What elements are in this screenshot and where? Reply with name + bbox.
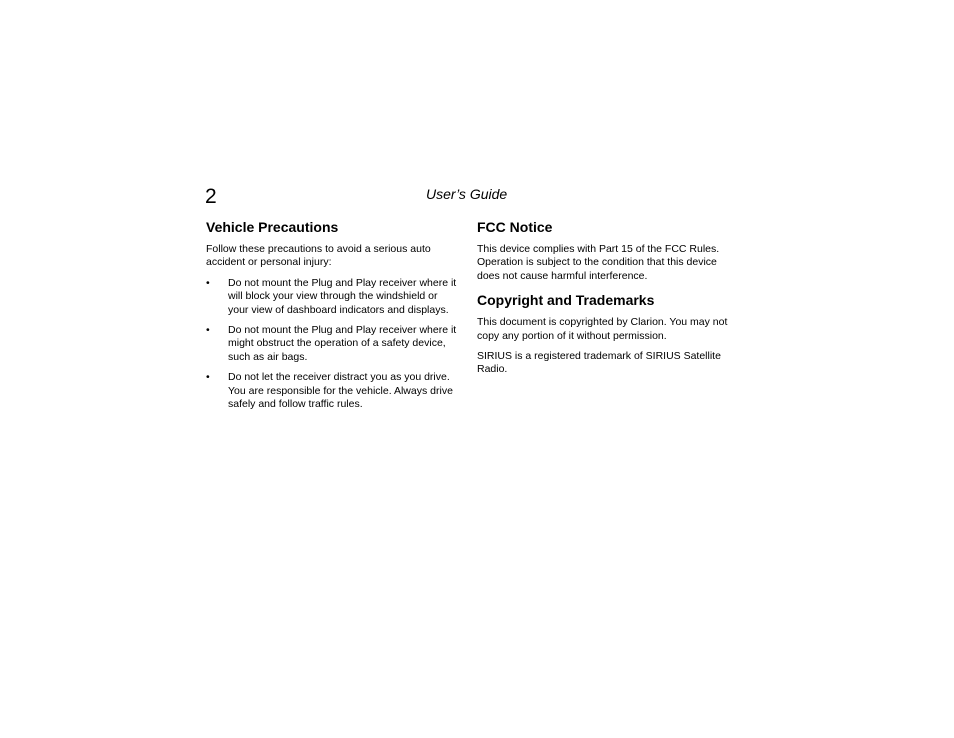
copyright-paragraph: This document is copyrighted by Clarion. You may not copy any portion of it without permission. [477,316,728,342]
fcc-notice-heading: FCC Notice [477,219,553,235]
precautions-list [206,277,458,412]
vehicle-precautions-heading: Vehicle Precautions [206,219,339,235]
list-item-text: Do not let the receiver distract you as you drive. You are responsible for the vehicle. Always drive safely and follow traffic rules. [228,371,453,411]
list-item-text: Do not mount the Plug and Play receiver where it might obstruct the operation of a safety device, such as air bags. [228,324,457,363]
running-header: User’s Guide [426,186,508,202]
list-item-text: Do not mount the Plug and Play receiver where it will block your view through the windshield or your view of dashboard indicators and displays. [228,276,457,316]
right-column [477,218,729,384]
fcc-notice-body: This device complies with Part 15 of the FCC Rules. Operation is subject to the condition that this device does not cause harmful interference. [477,243,720,282]
page-number: 2 [205,185,217,208]
copyright-heading: Copyright and Trademarks [477,292,655,309]
trademark-paragraph: SIRIUS is a registered trademark of SIRIUS Satellite Radio. [477,350,721,376]
bullet-icon: • [206,371,210,384]
list-item [206,371,458,411]
bullet-icon: • [206,276,210,289]
bullet-icon: • [206,324,210,337]
list-item [206,324,458,364]
list-item [206,277,458,317]
vehicle-precautions-intro: Follow these precautions to avoid a serious auto accident or personal injury: [206,243,431,269]
left-column [206,218,458,418]
